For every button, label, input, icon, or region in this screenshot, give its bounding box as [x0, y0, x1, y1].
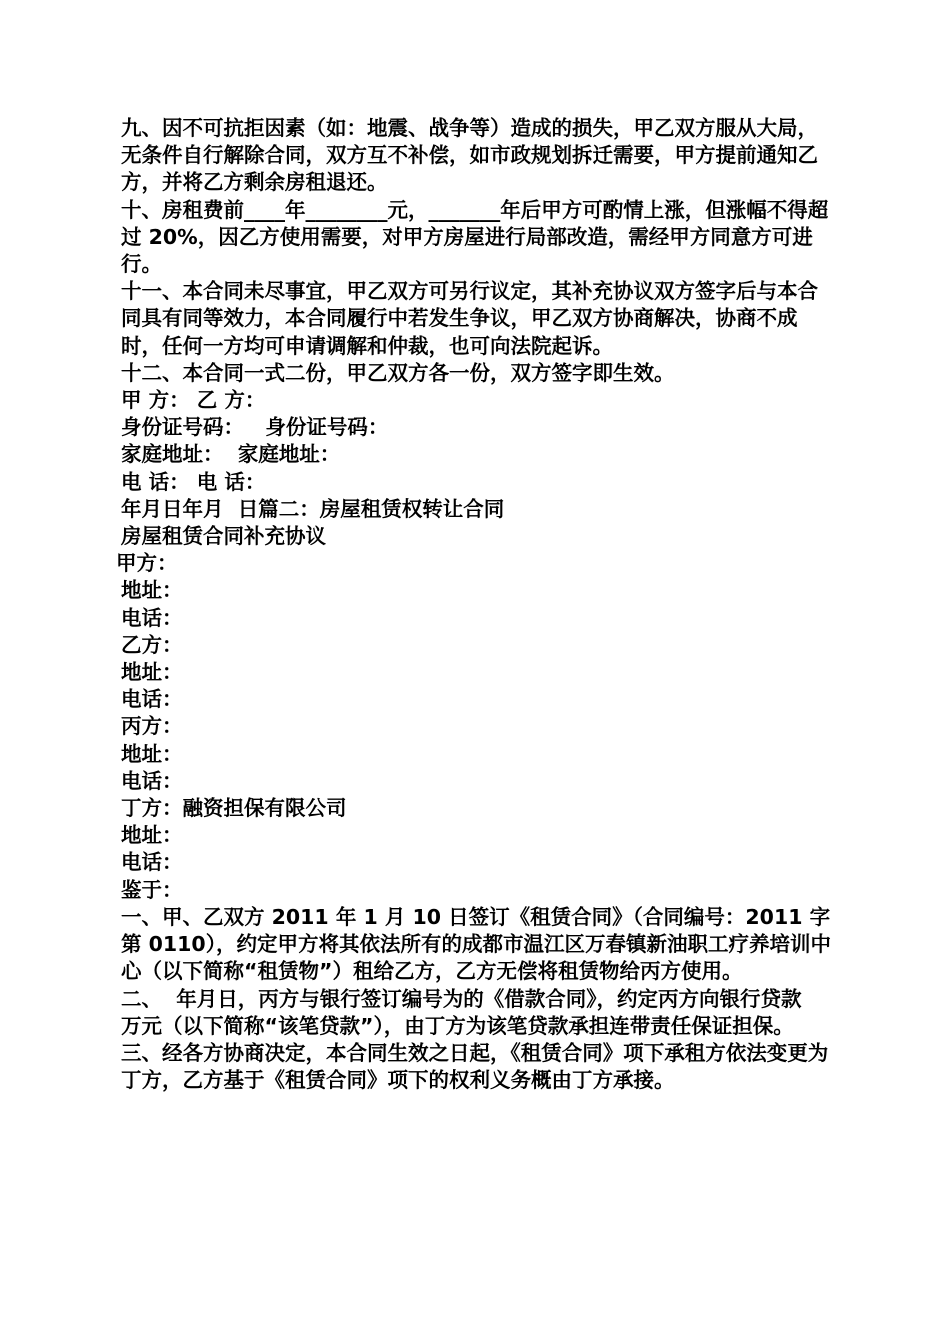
document-page: [116, 115, 836, 1094]
party-b-address: 地址：: [121, 660, 183, 685]
recital-1: 一、甲、乙双方 2011 年 1 月 10 日签订《租赁合同》（合同编号：2011 字第 0110），约定甲方将其依法所有的成都市温江区万春镇新油职工疗养培训中心（以下简称“租赁物”）租给乙方，乙方无偿将租赁物给丙方使用。: [121, 904, 831, 984]
party-b-phone: 电话：: [121, 687, 183, 712]
recital-2: 二、 年月日，丙方与银行签订编号为的《借款合同》，约定丙方向银行贷款 万元（以下简称“该笔贷款”），由丁方为该笔贷款承担连带责任保证担保。: [121, 986, 816, 1038]
party-c-address: 地址：: [121, 741, 183, 766]
signature-phone-line: 电 话： 电 话：: [121, 469, 266, 494]
clause-9: 九、因不可抗拒因素（如：地震、战争等）造成的损失，甲乙双方服从大局，无条件自行解除合同，双方互不补偿，如市政规划拆迁需要，甲方提前通知乙方，并将乙方剩余房租退还。: [121, 116, 818, 195]
agreement-title: 房屋租赁合同补充协议: [121, 524, 326, 549]
signature-id-line: 身份证号码： 身份证号码：: [121, 415, 389, 440]
party-c-label: 丙方：: [121, 714, 183, 739]
clause-11: 十一、本合同未尽事宜，甲乙双方可另行议定，其补充协议双方签字后与本合同具有同等效力，本合同履行中若发生争议，甲乙双方协商解决，协商不成时，任何一方均可申请调解和仲裁，也可向法院起诉。: [121, 279, 818, 358]
whereas-heading: 鉴于：: [121, 877, 183, 902]
clause-10: 十、房租费前____年________元，_______年后甲方可酌情上涨，但涨幅不得超过 20%，因乙方使用需要，对甲方房屋进行局部改造，需经甲方同意方可进行。: [121, 197, 829, 277]
clause-12: 十二、本合同一式二份，甲乙双方各一份，双方签字即生效。: [121, 360, 675, 385]
party-b-label: 乙方：: [121, 632, 183, 657]
signature-party-line: 甲 方： 乙 方：: [121, 388, 266, 413]
recital-3: 三、经各方协商决定，本合同生效之日起，《租赁合同》项下承租方依法变更为丁方，乙方基于《租赁合同》项下的权利义务概由丁方承接。: [121, 1040, 829, 1093]
party-a-address: 地址：: [121, 578, 183, 603]
signature-address-line: 家庭地址： 家庭地址：: [121, 442, 341, 467]
party-d-address: 地址：: [121, 823, 183, 848]
party-c-phone: 电话：: [121, 768, 183, 793]
date-and-section-title: 年月日年月 日篇二：房屋租赁权转让合同: [121, 496, 505, 521]
party-d-label: 丁方：融资担保有限公司: [121, 796, 347, 821]
party-a-phone: 电话：: [121, 605, 183, 630]
party-a-label: 甲方：: [116, 551, 178, 576]
party-d-phone: 电话：: [121, 850, 183, 875]
